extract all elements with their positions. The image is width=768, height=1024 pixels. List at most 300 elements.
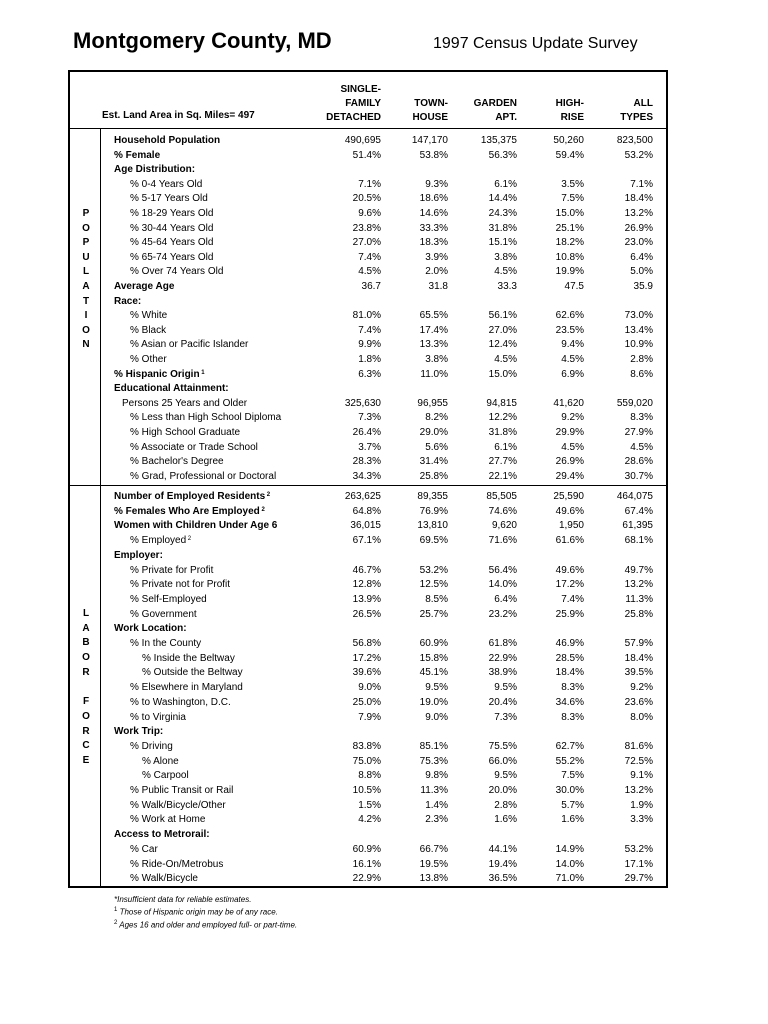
cell-value: 9.2% xyxy=(561,412,584,424)
cell-value: 14.6% xyxy=(419,208,448,219)
row-label-text: % Females Who Are Employed xyxy=(114,505,260,517)
cell-value: 38.9% xyxy=(488,667,517,679)
table-row xyxy=(0,711,768,726)
side-letter: L xyxy=(82,608,90,619)
side-letter: E xyxy=(82,755,90,766)
row-label xyxy=(130,608,197,622)
row-label xyxy=(130,309,167,323)
table-row xyxy=(0,564,768,579)
cell-value: 7.4% xyxy=(358,251,381,263)
cell-value: 66.0% xyxy=(488,755,517,767)
cell-value: 25.9% xyxy=(555,608,584,620)
cell-value: 23.8% xyxy=(352,222,381,234)
cell-value: 73.0% xyxy=(624,310,653,322)
cell-value: 85.1% xyxy=(419,740,448,752)
cell-value: 49.7% xyxy=(624,564,653,576)
cell-value: 60.9% xyxy=(419,638,448,649)
cell-value: 8.3% xyxy=(561,682,584,694)
cell-value: 25,590 xyxy=(553,491,584,502)
cell-value: 81.0% xyxy=(352,310,381,322)
cell-value: 9.4% xyxy=(561,339,584,351)
cell-value: 9.3% xyxy=(425,178,448,190)
footnote-marker: 2 xyxy=(186,536,192,543)
cell-value: 57.9% xyxy=(624,638,653,649)
side-letter: O xyxy=(82,710,90,722)
cell-value: 30.7% xyxy=(624,470,653,482)
cell-value: 14.0% xyxy=(555,858,584,870)
row-label xyxy=(130,441,258,455)
row-label xyxy=(130,236,213,250)
row-label-text: % Female xyxy=(114,149,161,161)
cell-value: 33.3 xyxy=(497,281,517,292)
cell-value: 8.0% xyxy=(630,711,653,723)
cell-value: 12.5% xyxy=(419,579,448,591)
column-header-single-family: SINGLE- FAMILY DETACHED xyxy=(326,84,381,123)
table-row xyxy=(0,534,768,549)
cell-value: 4.5% xyxy=(494,354,517,365)
cell-value: 13.9% xyxy=(352,593,381,605)
table-row xyxy=(0,593,768,608)
table-row xyxy=(0,799,768,814)
cell-value: 74.6% xyxy=(488,505,517,517)
row-label-text: % Hispanic Origin xyxy=(114,368,200,380)
row-label-text: % Self-Employed xyxy=(130,593,207,605)
cell-value: 31.8 xyxy=(428,281,448,292)
row-label xyxy=(130,637,201,651)
cell-value: 11.0% xyxy=(420,368,448,380)
row-label xyxy=(114,134,220,148)
row-label xyxy=(114,295,141,309)
row-label xyxy=(114,828,210,842)
table-row xyxy=(0,784,768,799)
cell-value: 3.9% xyxy=(425,251,448,263)
side-letter: O xyxy=(82,222,90,234)
cell-value: 23.2% xyxy=(488,608,517,620)
table-row xyxy=(0,251,768,266)
side-letter: L xyxy=(82,266,90,278)
cell-value: 11.3% xyxy=(420,785,448,796)
cell-value: 29.7% xyxy=(624,873,653,885)
row-label xyxy=(142,666,243,680)
cell-value: 68.1% xyxy=(624,535,653,547)
cell-value: 17.2% xyxy=(555,579,584,591)
side-letter: B xyxy=(82,637,90,649)
cell-value: 26.5% xyxy=(352,608,381,620)
row-label xyxy=(130,593,207,607)
table-row xyxy=(0,505,768,520)
table-row xyxy=(0,295,768,310)
row-label xyxy=(130,681,243,695)
cell-value: 56.1% xyxy=(488,310,517,322)
cell-value: 8.3% xyxy=(630,412,653,424)
footnote-mark: 1 xyxy=(114,907,118,913)
row-label-text: Persons 25 Years and Older xyxy=(122,397,248,409)
row-label-text: % High School Graduate xyxy=(130,427,241,438)
cell-value: 66.7% xyxy=(419,843,448,855)
row-label-text: Race: xyxy=(114,295,142,307)
row-label xyxy=(142,769,189,783)
row-label xyxy=(130,178,202,192)
cell-value: 53.2% xyxy=(419,564,448,576)
cell-value: 15.1% xyxy=(488,237,517,249)
row-label xyxy=(114,505,265,519)
cell-value: 47.5 xyxy=(564,281,584,292)
table-row xyxy=(0,382,768,397)
cell-value: 4.5% xyxy=(630,441,653,453)
row-label-text: Work Location: xyxy=(114,623,187,635)
row-label xyxy=(130,411,281,425)
row-label-text: % Bachelor's Degree xyxy=(130,456,224,468)
table-row xyxy=(0,740,768,755)
row-label xyxy=(114,725,163,739)
row-label-text: Access to Metrorail: xyxy=(114,829,210,841)
cell-value: 9.5% xyxy=(494,682,517,694)
cell-value: 62.7% xyxy=(555,740,584,752)
table-row xyxy=(0,178,768,193)
table-row xyxy=(0,769,768,784)
table-row xyxy=(0,813,768,828)
cell-value: 10.8% xyxy=(555,251,584,263)
cell-value: 36.7 xyxy=(361,281,381,292)
table-row xyxy=(0,858,768,873)
cell-value: 19.0% xyxy=(419,696,448,708)
cell-value: 25.0% xyxy=(352,696,381,708)
cell-value: 6.3% xyxy=(358,368,381,380)
row-label xyxy=(130,192,208,206)
cell-value: 263,625 xyxy=(344,491,381,502)
row-label xyxy=(130,858,223,872)
cell-value: 14.4% xyxy=(488,193,517,205)
footnote-marker: 2 xyxy=(265,492,271,498)
cell-value: 27.7% xyxy=(488,456,517,468)
cell-value: 18.3% xyxy=(419,237,448,249)
footnote-mark: * xyxy=(114,895,118,904)
cell-value: 45.1% xyxy=(419,667,448,679)
row-label-text: % Less than High School Diploma xyxy=(130,412,282,424)
cell-value: 46.9% xyxy=(555,638,584,649)
cell-value: 1.6% xyxy=(561,814,584,826)
row-label-text: Average Age xyxy=(114,281,175,292)
table-row xyxy=(0,338,768,353)
cell-value: 64.8% xyxy=(352,505,381,517)
table-row xyxy=(0,455,768,470)
cell-value: 56.8% xyxy=(352,638,381,649)
row-label xyxy=(130,872,198,886)
cell-value: 5.6% xyxy=(425,441,448,453)
row-label-text: % 65-74 Years Old xyxy=(130,251,214,263)
cell-value: 55.2% xyxy=(555,755,584,767)
table-row xyxy=(0,324,768,339)
row-label-text: % Private not for Profit xyxy=(130,579,231,591)
cell-value: 41,620 xyxy=(553,397,584,409)
table-row xyxy=(0,265,768,280)
cell-value: 3.8% xyxy=(425,354,448,365)
table-row xyxy=(0,149,768,164)
footnote-mark: 2 xyxy=(114,919,118,926)
cell-value: 76.9% xyxy=(419,505,448,517)
row-label-text: % Other xyxy=(130,354,167,365)
row-label xyxy=(122,397,247,411)
cell-value: 29.0% xyxy=(419,427,448,438)
row-label xyxy=(130,338,248,352)
table-row xyxy=(0,192,768,207)
row-label xyxy=(130,222,213,236)
cell-value: 147,170 xyxy=(411,135,448,146)
cell-value: 13.2% xyxy=(624,579,653,591)
cell-value: 25.7% xyxy=(419,608,448,620)
side-letter: T xyxy=(82,295,90,307)
row-label-text: % 45-64 Years Old xyxy=(130,237,214,249)
cell-value: 9.6% xyxy=(358,208,381,219)
cell-value: 26.9% xyxy=(555,456,584,468)
row-label xyxy=(130,784,233,798)
cell-value: 35.9 xyxy=(633,281,653,292)
cell-value: 27.0% xyxy=(488,324,517,336)
cell-value: 13,810 xyxy=(417,520,448,532)
page-subtitle: 1997 Census Update Survey xyxy=(433,35,638,52)
section-divider xyxy=(68,485,668,486)
cell-value: 3.3% xyxy=(630,814,653,826)
row-label-text: % In the County xyxy=(130,638,202,649)
row-label xyxy=(130,534,191,548)
cell-value: 7.1% xyxy=(358,178,381,190)
cell-value: 13.8% xyxy=(419,873,448,885)
table-row xyxy=(0,652,768,667)
cell-value: 14.0% xyxy=(488,579,517,591)
table-row xyxy=(0,622,768,637)
cell-value: 96,955 xyxy=(417,397,448,409)
cell-value: 10.5% xyxy=(352,785,381,796)
cell-value: 9,620 xyxy=(491,520,517,532)
cell-value: 19.5% xyxy=(419,858,448,870)
table-row xyxy=(0,490,768,505)
row-label-text: % Government xyxy=(130,608,197,620)
cell-value: 94,815 xyxy=(486,397,517,409)
cell-value: 15.0% xyxy=(555,208,584,219)
cell-value: 13.2% xyxy=(624,208,653,219)
cell-value: 9.8% xyxy=(425,770,448,782)
row-label-text: Women with Children Under Age 6 xyxy=(114,520,278,532)
row-label xyxy=(114,519,277,533)
cell-value: 4.5% xyxy=(561,441,584,453)
row-label-text: % Walk/Bicycle xyxy=(130,873,198,885)
side-letter: N xyxy=(82,339,90,351)
row-label-text: % Work at Home xyxy=(130,814,206,826)
footnote-text: Those of Hispanic origin may be of any race. xyxy=(117,907,278,917)
side-letter: R xyxy=(82,725,90,737)
cell-value: 9.9% xyxy=(358,339,381,351)
row-label-text: Employer: xyxy=(114,549,163,561)
row-label xyxy=(130,265,223,279)
cell-value: 23.5% xyxy=(555,324,584,336)
cell-value: 27.0% xyxy=(352,237,381,249)
table-row xyxy=(0,280,768,295)
side-letter: O xyxy=(82,324,90,336)
row-label-text: Work Trip: xyxy=(114,726,164,738)
cell-value: 1.9% xyxy=(630,799,653,811)
cell-value: 75.0% xyxy=(352,755,381,767)
table-row xyxy=(0,411,768,426)
cell-value: 39.6% xyxy=(352,667,381,679)
row-label xyxy=(114,149,160,163)
cell-value: 26.4% xyxy=(352,427,381,438)
table-row xyxy=(0,397,768,412)
cell-value: 12.4% xyxy=(488,339,517,351)
row-label-text: Age Distribution: xyxy=(114,164,196,176)
cell-value: 20.0% xyxy=(488,785,517,796)
cell-value: 69.5% xyxy=(419,535,448,547)
cell-value: 823,500 xyxy=(616,135,653,146)
cell-value: 44.1% xyxy=(488,843,517,855)
table-row xyxy=(0,309,768,324)
table-row xyxy=(0,236,768,251)
cell-value: 56.4% xyxy=(488,564,517,576)
row-label-text: % Over 74 Years Old xyxy=(130,266,224,278)
cell-value: 30.0% xyxy=(555,785,584,796)
cell-value: 26.9% xyxy=(624,222,653,234)
table-row xyxy=(0,872,768,887)
footnotes xyxy=(114,894,297,930)
row-label-text: Educational Attainment: xyxy=(114,383,229,395)
cell-value: 85,505 xyxy=(486,491,517,502)
cell-value: 15.0% xyxy=(488,368,517,380)
footnote xyxy=(114,918,297,931)
cell-value: 28.3% xyxy=(352,456,381,468)
cell-value: 17.2% xyxy=(352,652,381,664)
cell-value: 28.6% xyxy=(624,456,653,468)
cell-value: 6.1% xyxy=(494,178,517,190)
row-label xyxy=(130,711,186,725)
cell-value: 3.8% xyxy=(494,251,517,263)
cell-value: 17.1% xyxy=(624,858,653,870)
cell-value: 19.9% xyxy=(555,266,584,278)
row-label-text: % Alone xyxy=(142,755,179,767)
table-row xyxy=(0,549,768,564)
cell-value: 9.0% xyxy=(425,711,448,723)
cell-value: 3.7% xyxy=(358,441,381,453)
cell-value: 19.4% xyxy=(488,858,517,870)
row-label xyxy=(142,652,235,666)
row-label xyxy=(130,578,230,592)
table-row xyxy=(0,681,768,696)
footnote-text: Ages 16 and older and employed full- or part-time. xyxy=(117,920,298,930)
row-label-text: % to Washington, D.C. xyxy=(130,696,231,708)
cell-value: 61.6% xyxy=(555,535,584,547)
cell-value: 8.6% xyxy=(630,368,653,380)
table-row xyxy=(0,696,768,711)
footnote xyxy=(114,894,297,905)
cell-value: 11.3% xyxy=(625,593,653,605)
row-label xyxy=(142,755,179,769)
cell-value: 23.0% xyxy=(624,237,653,249)
cell-value: 4.2% xyxy=(358,814,381,826)
cell-value: 81.6% xyxy=(624,740,653,752)
cell-value: 490,695 xyxy=(344,135,381,146)
row-label-text: % Private for Profit xyxy=(130,564,214,576)
side-letter: U xyxy=(82,251,90,263)
cell-value: 6.4% xyxy=(494,593,517,605)
table-row xyxy=(0,207,768,222)
side-letter: O xyxy=(82,652,90,664)
cell-value: 24.3% xyxy=(488,208,517,219)
row-label xyxy=(130,564,213,578)
row-label xyxy=(114,622,187,636)
cell-value: 62.6% xyxy=(555,310,584,322)
cell-value: 60.9% xyxy=(352,843,381,855)
cell-value: 8.8% xyxy=(358,770,381,782)
cell-value: 29.4% xyxy=(555,470,584,482)
cell-value: 28.5% xyxy=(555,652,584,664)
table-row xyxy=(0,578,768,593)
row-label-text: % Elsewhere in Maryland xyxy=(130,682,243,694)
cell-value: 33.3% xyxy=(419,222,448,234)
cell-value: 2.8% xyxy=(630,354,653,365)
cell-value: 18.4% xyxy=(555,667,584,679)
cell-value: 15.8% xyxy=(419,652,448,664)
cell-value: 4.5% xyxy=(561,354,584,365)
cell-value: 25.8% xyxy=(624,608,653,620)
cell-value: 65.5% xyxy=(419,310,448,322)
row-label-text: % Employed xyxy=(130,535,187,547)
cell-value: 31.8% xyxy=(488,222,517,234)
row-label xyxy=(114,382,229,396)
table-row xyxy=(0,637,768,652)
row-label-text: % Associate or Trade School xyxy=(130,441,258,453)
cell-value: 61.8% xyxy=(488,638,517,649)
footnote-marker: 1 xyxy=(199,369,205,376)
row-label xyxy=(130,799,226,813)
cell-value: 7.3% xyxy=(494,711,517,723)
row-label xyxy=(130,740,173,754)
cell-value: 18.4% xyxy=(624,193,653,205)
cell-value: 1,950 xyxy=(558,520,584,532)
row-label-text: Household Population xyxy=(114,135,221,146)
cell-value: 8.2% xyxy=(425,412,448,424)
cell-value: 7.1% xyxy=(630,178,653,190)
cell-value: 8.5% xyxy=(425,593,448,605)
cell-value: 13.3% xyxy=(419,339,448,351)
cell-value: 75.3% xyxy=(419,755,448,767)
side-letter: C xyxy=(82,740,90,752)
cell-value: 7.4% xyxy=(358,324,381,336)
cell-value: 16.1% xyxy=(352,858,381,870)
cell-value: 53.2% xyxy=(624,149,653,161)
cell-value: 9.1% xyxy=(630,770,653,782)
side-letter: F xyxy=(82,696,90,708)
row-label-text: % Outside the Beltway xyxy=(142,667,243,679)
cell-value: 89,355 xyxy=(417,491,448,502)
cell-value: 5.7% xyxy=(561,799,584,811)
row-label-text: Number of Employed Residents xyxy=(114,491,266,502)
cell-value: 9.0% xyxy=(358,682,381,694)
table-row xyxy=(0,426,768,441)
cell-value: 20.5% xyxy=(352,193,381,205)
side-letter: P xyxy=(82,208,90,219)
cell-value: 59.4% xyxy=(555,149,584,161)
cell-value: 22.1% xyxy=(488,470,517,482)
cell-value: 50,260 xyxy=(553,135,584,146)
row-label xyxy=(130,426,240,440)
cell-value: 1.4% xyxy=(425,799,448,811)
cell-value: 7.3% xyxy=(358,412,381,424)
cell-value: 135,375 xyxy=(480,135,517,146)
cell-value: 4.5% xyxy=(358,266,381,278)
cell-value: 9.5% xyxy=(494,770,517,782)
row-label-text: % Inside the Beltway xyxy=(142,652,235,664)
row-label-text: % 5-17 Years Old xyxy=(130,193,208,205)
side-letter: A xyxy=(82,281,90,292)
cell-value: 83.8% xyxy=(352,740,381,752)
